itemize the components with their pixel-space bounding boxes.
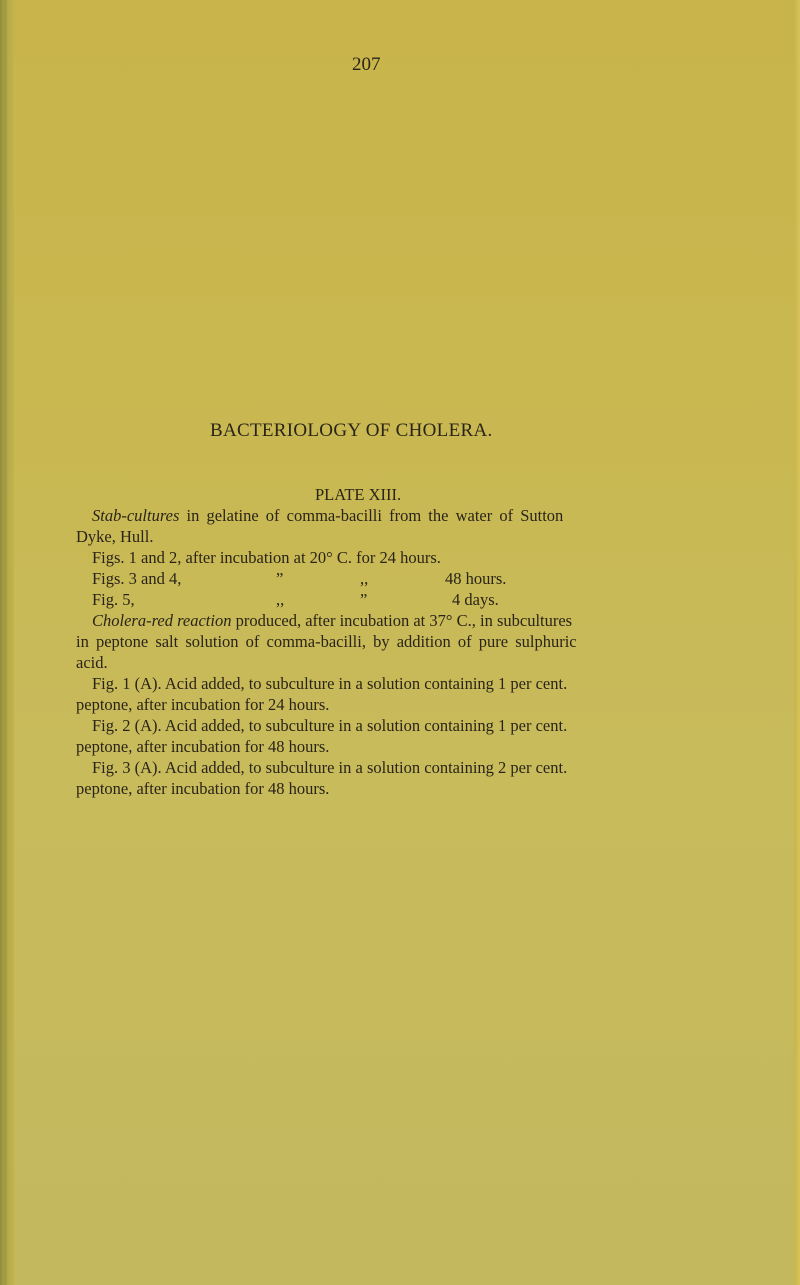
stab-line-2: Dyke, Hull. [76, 527, 154, 546]
cholera-term: Cholera-red reaction [92, 611, 232, 630]
fig-line-5-label: Fig. 5, [92, 590, 135, 609]
stab-text: in gelatine of comma-bacilli from the water of Sutton [186, 506, 564, 525]
ditto-mark: ” [360, 590, 368, 609]
cholera-line-3: acid. [76, 653, 108, 672]
stab-line-1 [92, 506, 563, 526]
ditto-mark: ,, [276, 590, 285, 609]
fig-line-3-4-label: Figs. 3 and 4, [92, 569, 182, 588]
fig-line-5-value: 4 days. [452, 590, 499, 609]
acid-fig-2-line-1: Fig. 2 (A). Acid added, to subculture in a solution containing 1 per cent. [92, 716, 568, 735]
acid-fig-1-line-1: Fig. 1 (A). Acid added, to subculture in a solution containing 1 per cent. [92, 674, 568, 693]
plate-heading: PLATE XIII. [315, 485, 402, 504]
ditto-mark: ,, [360, 569, 369, 588]
cholera-text: produced, after incubation at 37° C., in subcultures [235, 611, 573, 630]
fig-line-1-2: Figs. 1 and 2, after incubation at 20° C. for 24 hours. [92, 548, 441, 567]
page-title: BACTERIOLOGY OF CHOLERA. [210, 420, 493, 441]
fig-line-3-4-value: 48 hours. [445, 569, 507, 588]
acid-fig-1-line-2: peptone, after incubation for 24 hours. [76, 695, 330, 714]
stab-term: Stab-cultures [92, 506, 180, 525]
page-binding-shadow [4, 0, 7, 1285]
page-right-edge [794, 0, 800, 1285]
acid-fig-3-line-2: peptone, after incubation for 48 hours. [76, 779, 330, 798]
page-binding-edge [0, 0, 14, 1285]
cholera-line-1 [92, 611, 572, 631]
cholera-line-2: in peptone salt solution of comma-bacilli, by addition of pure sulphuric [76, 632, 577, 651]
page-number: 207 [352, 54, 381, 75]
ditto-mark: ” [276, 569, 284, 588]
acid-fig-2-line-2: peptone, after incubation for 48 hours. [76, 737, 330, 756]
acid-fig-3-line-1: Fig. 3 (A). Acid added, to subculture in a solution containing 2 per cent. [92, 758, 568, 777]
